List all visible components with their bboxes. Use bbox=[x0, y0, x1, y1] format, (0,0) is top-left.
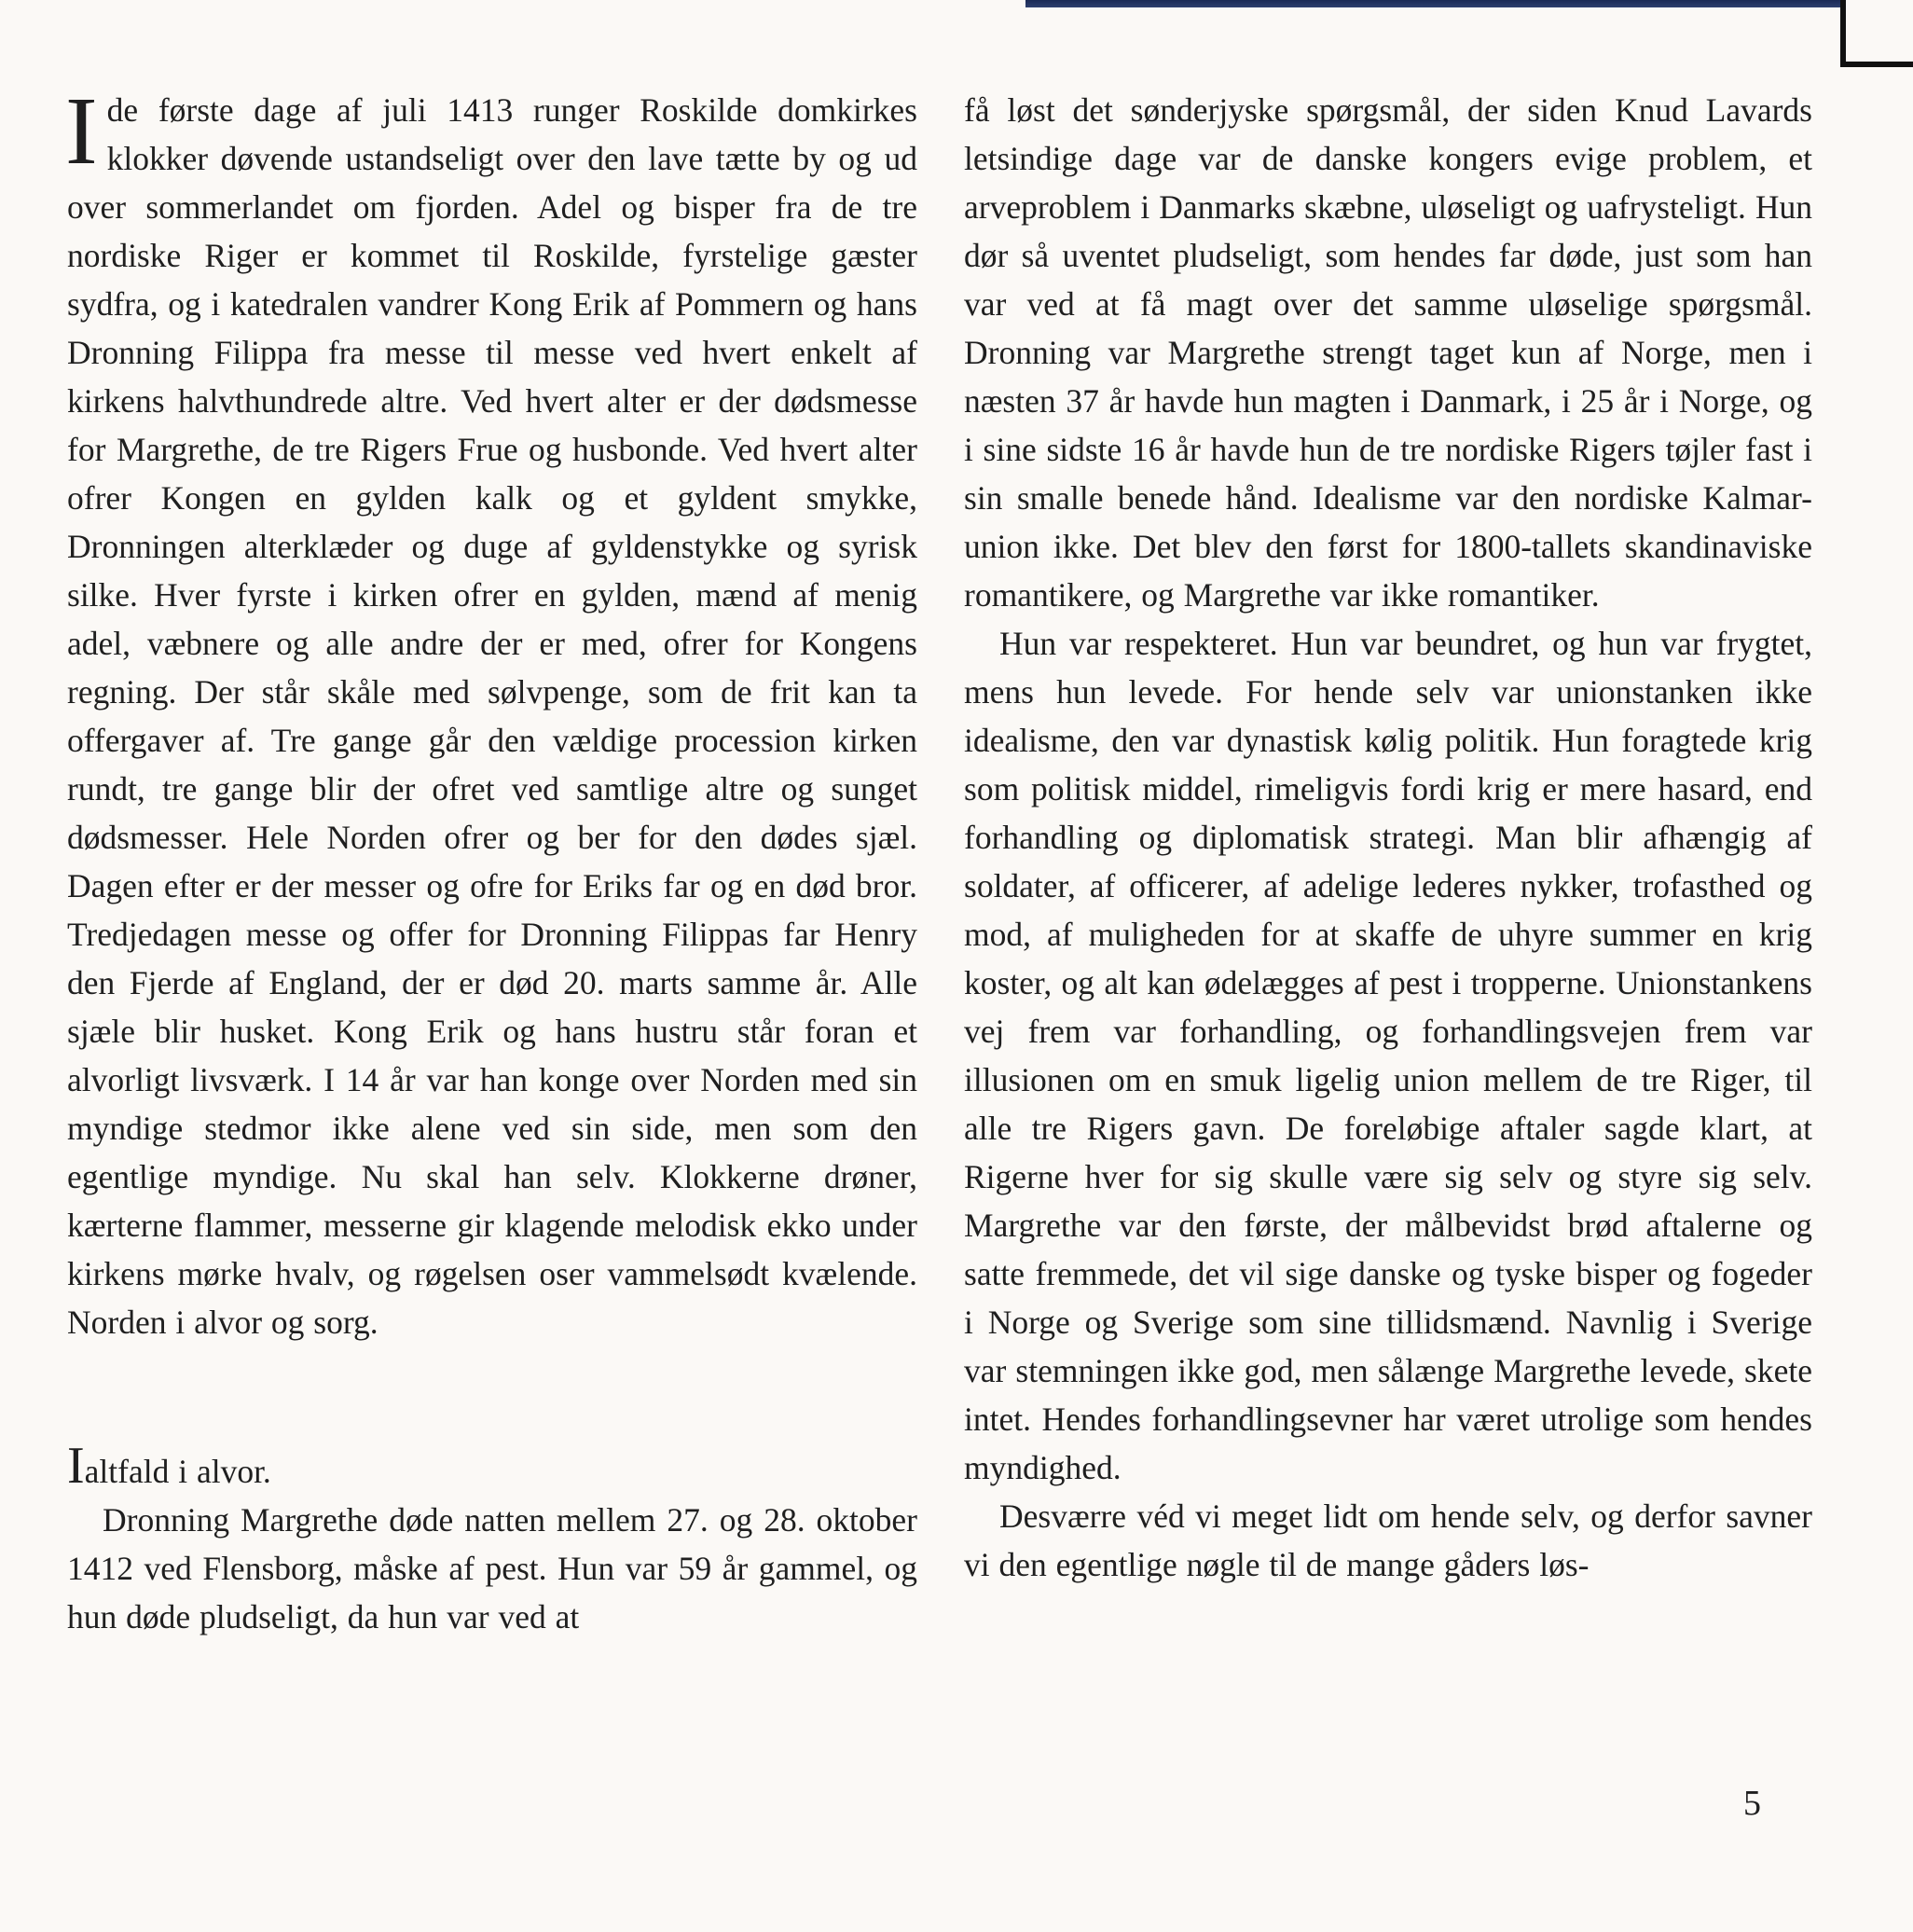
left-column bbox=[65, 77, 917, 1641]
opening-paragraph-text: de første dage af juli 1413 runger Roskilde domkirkes klokker døvende ustandseligt over den lave tætte by og ud over sommerlandet om fjorden. Adel og bisper fra de tre nordiske Riger er kommet til Roskilde, fyrstelige gæster sydfra, og i katedralen vandrer Kong Erik af Pommern og hans Dronning Filippa fra messe til messe ved hvert enkelt af kirkens halvthundrede altre. Ved hvert alter er der dødsmesse for Margrethe, de tre Rigers Frue og husbonde. Ved hvert alter ofrer Kongen en gylden kalk og et gyldent smykke, Dronningen alterklæder og duge af gyldenstykke og syrisk silke. Hver fyrste i kirken ofrer en gylden, mænd af menig adel, væbnere og alle andre der er med, ofrer for Kongens regning. Der står skåle med sølvpenge, som de frit kan ta offergaver af. Tre gange går den vældige procession kirken rundt, tre gange blir der ofret ved samtlige altre og sunget dødsmesser. Hele Norden ofrer og ber for den dødes sjæl. Dagen efter er der messer og ofre for Eriks far og en død bror. Tredjedagen messe og offer for Dronning Filippas far Henry den Fjerde af England, der er død 20. marts samme år. Alle sjæle blir husket. Kong Erik og hans hustru står foran et alvorligt livsværk. I 14 år var han konge over Norden med sin myndige stedmor ikke alene ved sin side, men som den egentlige myndige. Nu skal han selv. Klokkerne drøner, kærterne flammer, messerne gir klagende melodisk ekko under kirkens mørke hvalv, og røgelsen oser vammelsødt kvælende. Norden i alvor og sorg. bbox=[67, 91, 917, 1341]
page-number: 5 bbox=[1743, 1784, 1761, 1823]
section-opening-text: altfald i alvor. bbox=[84, 1453, 271, 1490]
scan-edge-corner-inner bbox=[1846, 0, 1913, 62]
section-opening-line bbox=[67, 1437, 917, 1496]
section-break bbox=[67, 1346, 917, 1442]
section-initial: I bbox=[67, 1437, 85, 1495]
right-column bbox=[964, 86, 1812, 1589]
body-paragraph: Dronning Margrethe døde natten mellem 27. og 28. oktober 1412 ved Flensborg, måske af pest. Hun var 59 år gammel, og hun døde pludseligt, da hun var ved at bbox=[67, 1501, 917, 1635]
scan-edge-top bbox=[1025, 0, 1846, 7]
drop-cap: I bbox=[65, 77, 98, 185]
body-paragraph: Desværre véd vi meget lidt om hende selv, og derfor savner vi den egentlige nøgle til de mange gåders løs- bbox=[964, 1497, 1812, 1583]
opening-paragraph bbox=[65, 77, 917, 1346]
continuation-paragraph: få løst det sønderjyske spørgsmål, der siden Knud Lavards letsindige dage var de danske kongers evige problem, et arveproblem i Danmarks skæbne, uløseligt og uafrysteligt. Hun dør så uventet pludseligt, som hendes far døde, just som han var ved at få magt over det samme uløselige spørgsmål. Dronning var Margrethe strengt taget kun af Norge, men i næsten 37 år havde hun magten i Danmark, i 25 år i Norge, og i sine sidste 16 år havde hun de tre nordiske Rigers tøjler fast i sin smalle benede hånd. Idealisme var den nordiske Kalmar-union ikke. Det blev den først for 1800-tallets skandinaviske romantikere, og Margrethe var ikke romantiker. bbox=[964, 91, 1812, 614]
body-paragraph: Hun var respekteret. Hun var beundret, og hun var frygtet, mens hun levede. For hende selv var unionstanken ikke idealisme, den var dynastisk kølig politik. Hun foragtede krig som politisk middel, rimeligvis fordi krig er mere hasard, end forhandling og diplomatisk strategi. Man blir afhængig af soldater, af officerer, af adelige lederes nykker, trofasthed og mod, af muligheden for at skaffe de uhyre summer en krig koster, og alt kan ødelægges af pest i tropperne. Unionstankens vej frem var forhandling, og forhandlingsvejen frem var illusionen om en smuk ligelig union mellem de tre Riger, til alle tre Rigers gavn. De foreløbige aftaler sagde klart, at Rigerne hver for sig skulle være sig selv og styre sig selv. Margrethe var den første, der målbevidst brød aftalerne og satte fremmede, det vil sige danske og tyske bisper og fogeder i Norge og Sverige som sine tillidsmænd. Navnlig i Sverige var stemningen ikke god, men sålænge Margrethe levede, skete intet. Hendes forhandlingsevner har været utrolige som hendes myndighed. bbox=[964, 625, 1812, 1486]
